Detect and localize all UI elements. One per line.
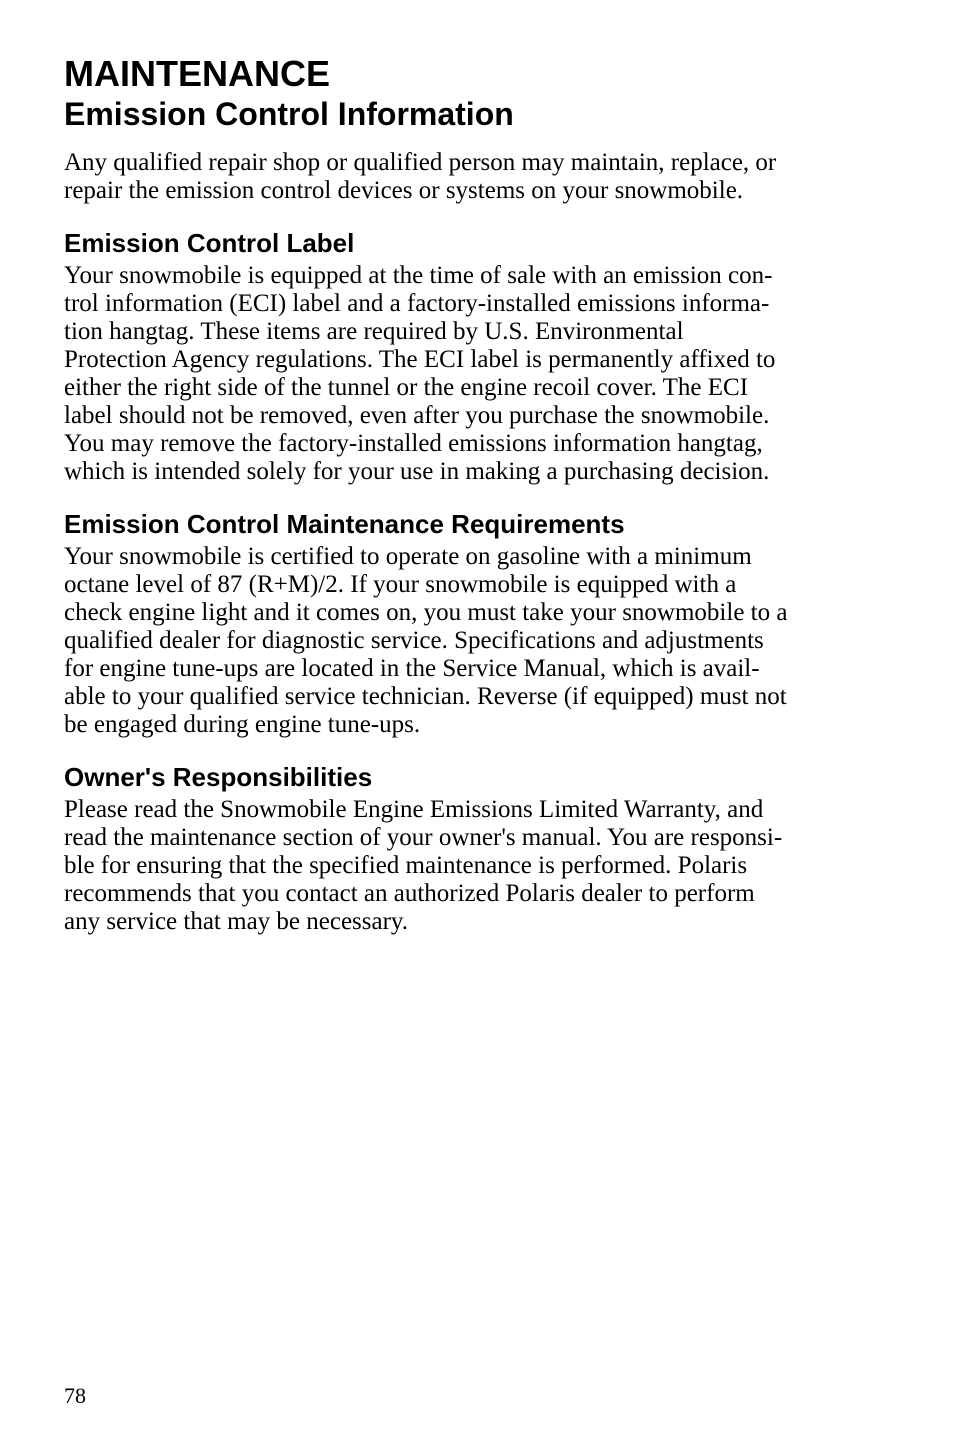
paragraph-line: label should not be removed, even after you purchase the snowmobile. [64,402,770,429]
paragraph-line: ble for ensuring that the specified maintenance is performed. Polaris [64,852,748,879]
paragraph-line: trol information (ECI) label and a factory-installed emissions informa- [64,290,770,317]
paragraph-line: Your snowmobile is certified to operate on gasoline with a minimum [64,543,752,570]
emission-control-label-heading: Emission Control Label [64,228,355,258]
paragraph-line: qualified dealer for diagnostic service. Specifications and adjustments [64,627,764,654]
paragraph-line: able to your qualified service technician. Reverse (if equipped) must not [64,683,787,710]
paragraph-line: Please read the Snowmobile Engine Emissions Limited Warranty, and [64,796,764,823]
paragraph-line: octane level of 87 (R+M)/2. If your snowmobile is equipped with a [64,571,737,598]
paragraph-line: read the maintenance section of your owner's manual. You are responsi- [64,824,783,851]
paragraph-line: You may remove the factory-installed emissions information hangtag, [64,430,763,457]
paragraph-line: Protection Agency regulations. The ECI label is permanently affixed to [64,346,776,373]
paragraph-line: recommends that you contact an authorized Polaris dealer to perform [64,880,755,907]
paragraph-line: any service that may be necessary. [64,908,409,935]
emission-control-label-paragraph [64,262,864,486]
intro-line: Any qualified repair shop or qualified person may maintain, replace, or [64,149,777,176]
owners-responsibilities-paragraph [64,796,864,936]
owners-responsibilities-heading: Owner's Responsibilities [64,762,373,792]
paragraph-line: which is intended solely for your use in making a purchasing decision. [64,458,770,485]
paragraph-line: be engaged during engine tune-ups. [64,711,421,738]
paragraph-line: check engine light and it comes on, you must take your snowmobile to a [64,599,788,626]
intro-paragraph [64,149,864,205]
paragraph-line: for engine tune-ups are located in the Service Manual, which is avail- [64,655,760,682]
paragraph-line: either the right side of the tunnel or the engine recoil cover. The ECI [64,374,749,401]
page-number: 78 [64,1383,86,1408]
paragraph-line: Your snowmobile is equipped at the time of sale with an emission con- [64,262,773,289]
maintenance-requirements-paragraph [64,543,864,739]
manual-page [64,54,864,936]
section-title: Emission Control Information [64,96,514,132]
intro-line: repair the emission control devices or systems on your snowmobile. [64,177,744,204]
paragraph-line: tion hangtag. These items are required by U.S. Environmental [64,318,684,345]
maintenance-requirements-heading: Emission Control Maintenance Requirements [64,509,625,539]
chapter-title: MAINTENANCE [64,53,330,94]
